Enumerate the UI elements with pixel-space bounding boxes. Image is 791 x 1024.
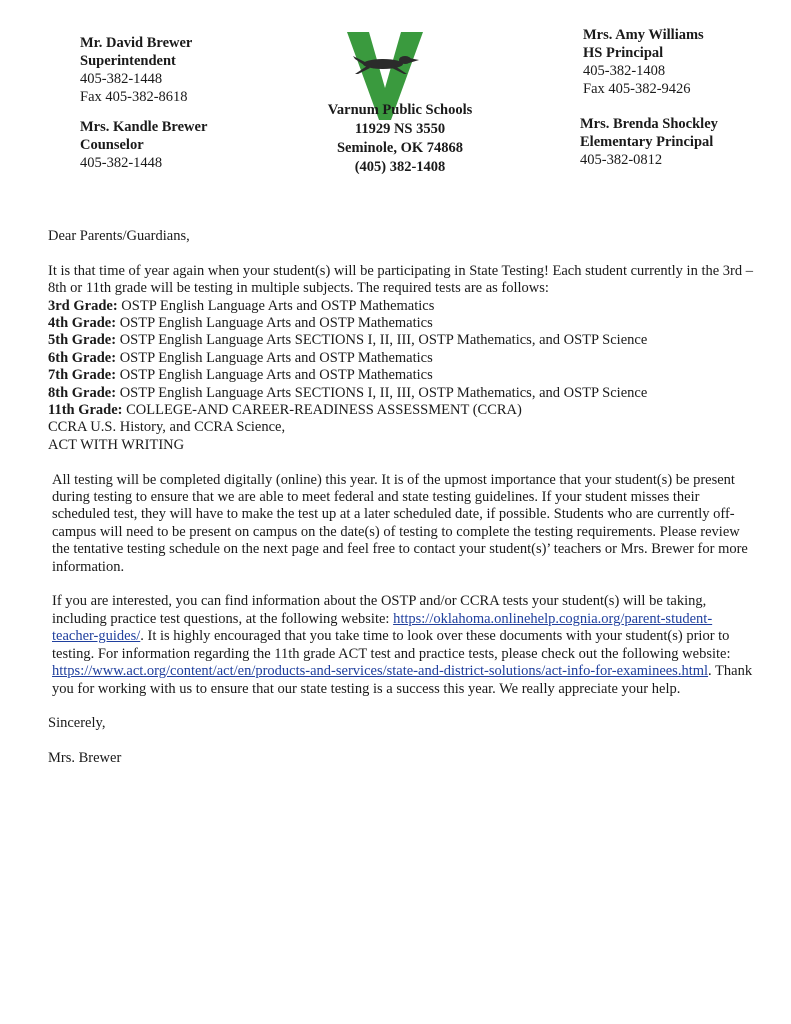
grade-label: 3rd Grade: [48, 297, 118, 314]
resources-paragraph [48, 593, 753, 697]
counselor-phone: 405-382-1448 [80, 155, 163, 171]
grade-label: 6th Grade: [48, 349, 117, 366]
grade-line [48, 402, 753, 419]
grade-line [48, 367, 753, 384]
superintendent-name: Mr. David Brewer [80, 35, 193, 51]
grade-tests: OSTP English Language Arts and OSTP Mathematics [116, 367, 433, 384]
school-address: 11929 NS 3550 [354, 121, 446, 137]
school-name: Varnum Public Schools [327, 102, 473, 118]
resources-text-c: . Thank you for working with us to ensure that our state testing is a success this year. We really appreciate your help. [52, 663, 753, 697]
resources-text-b: . It is highly encouraged that you take time to look over these documents with your student(s) prior to testing. For information regarding the 11th grade ACT test and practice tests, please check out the following website: [52, 628, 731, 662]
grade-line [48, 298, 753, 315]
grade-label: 8th Grade: [48, 384, 117, 401]
act-line: ACT WITH WRITING [48, 436, 185, 453]
elem-principal-name: Mrs. Brenda Shockley [580, 116, 718, 132]
hs-principal-contact [583, 26, 704, 98]
grade-tests: OSTP English Language Arts SECTIONS I, II, III, OSTP Mathematics, and OSTP Science [116, 332, 648, 349]
grade-line [48, 315, 753, 332]
grade-test-list [48, 298, 753, 420]
hs-principal-name: Mrs. Amy Williams [583, 27, 704, 43]
act-info-link[interactable]: https://www.act.org/content/act/en/products-and-services/state-and-district-solutions/act-info-for-examinees.html [52, 663, 709, 680]
school-city: Seminole, OK 74868 [336, 140, 464, 156]
superintendent-title: Superintendent [80, 53, 176, 69]
counselor-name: Mrs. Kandle Brewer [80, 119, 208, 135]
intro-paragraph: It is that time of year again when your student(s) will be participating in State Testing! Each student currently in the 3rd – 8th or 11th grade will be testing in multiple subjects. The required tests are as follows: [48, 262, 754, 297]
grade-label: 11th Grade: [48, 402, 123, 419]
hs-principal-title: HS Principal [583, 45, 664, 61]
hs-principal-phone: 405-382-1408 [583, 63, 666, 79]
grade-tests: OSTP English Language Arts and OSTP Mathematics [117, 297, 435, 314]
superintendent-fax: Fax 405-382-8618 [80, 89, 188, 105]
grade-tests: OSTP English Language Arts and OSTP Mathematics [116, 315, 433, 332]
cognia-guides-link[interactable]: https://oklahoma.onlinehelp.cognia.org/parent-student-teacher-guides/ [52, 610, 713, 645]
counselor-title: Counselor [80, 137, 144, 153]
testing-paragraph: All testing will be completed digitally (online) this year. It is of the upmost importance that your student(s) be present during testing to ensure that we are able to meet federal and state testing guidelines. If your student misses their scheduled test, they will have to make the test up at a later scheduled date, if possible. Students who are currently off-campus will need to be present on campus on the date(s) of testing to complete the testing requirements. Please review the tentative testing schedule on the next page and feel free to contact your student(s)’ teachers or Mrs. Brewer for more information. [52, 471, 748, 575]
grade-tests: OSTP English Language Arts and OSTP Mathematics [116, 349, 433, 366]
superintendent-phone: 405-382-1448 [80, 71, 163, 87]
grade-label: 4th Grade: [48, 315, 117, 332]
letter-body [48, 228, 753, 768]
school-phone: (405) 382-1408 [354, 159, 446, 175]
grade-line [48, 332, 753, 349]
school-info [300, 101, 500, 177]
resources-text-a: If you are interested, you can find information about the OSTP and/or CCRA tests your student(s) will be taking, including practice test questions, at the following website: [52, 593, 707, 627]
hs-principal-fax: Fax 405-382-9426 [583, 81, 691, 97]
grade-tests: COLLEGE-AND CAREER-READINESS ASSESSMENT (CCRA) [122, 402, 522, 419]
grade-label: 5th Grade: [48, 332, 117, 349]
elem-principal-title: Elementary Principal [580, 134, 714, 150]
superintendent-contact [80, 34, 192, 106]
grade-label: 7th Grade: [48, 367, 117, 384]
grade-line [48, 385, 753, 402]
elem-principal-contact [580, 115, 718, 169]
elem-principal-phone: 405-382-0812 [580, 152, 663, 168]
ccra-line: CCRA U.S. History, and CCRA Science, [48, 419, 286, 436]
counselor-contact [80, 118, 207, 172]
salutation: Dear Parents/Guardians, [48, 228, 190, 244]
grade-tests: OSTP English Language Arts SECTIONS I, II, III, OSTP Mathematics, and OSTP Science [116, 384, 648, 401]
closing: Sincerely, [48, 715, 106, 732]
signature: Mrs. Brewer [48, 750, 122, 767]
grade-line [48, 350, 753, 367]
